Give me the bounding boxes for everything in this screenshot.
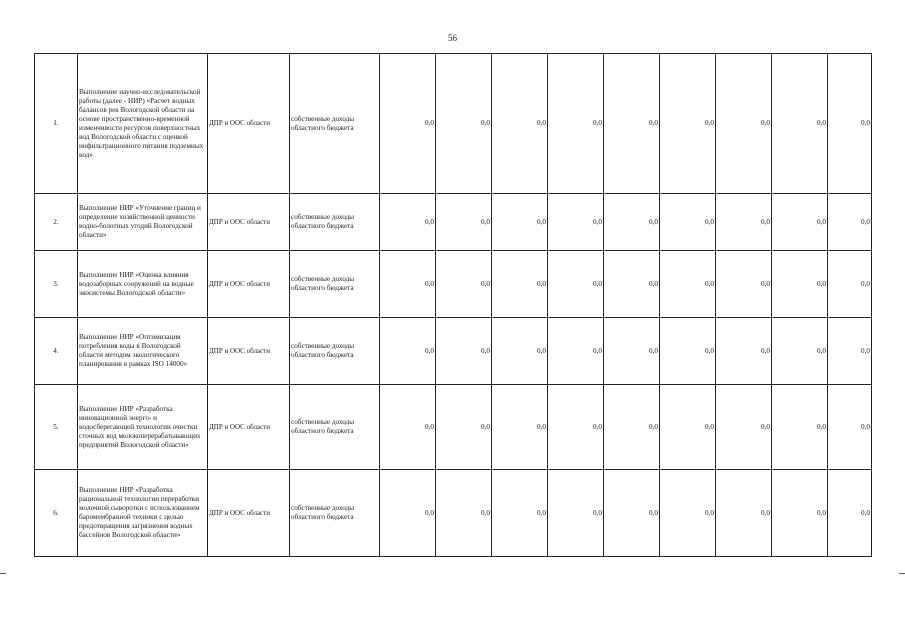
row-value: 0,0 [716,251,772,318]
row-value: 0,0 [380,318,436,385]
row-value: 0,0 [436,194,492,251]
row-executor: ДПР и ООС области [208,194,290,251]
row-value: 0,0 [604,470,660,557]
row-number: 4. [35,318,78,385]
row-value: 0,0 [772,318,828,385]
row-value: 0,0 [492,251,548,318]
row-value: 0,0 [660,470,716,557]
row-value: 0,0 [436,318,492,385]
row-value: 0,0 [380,470,436,557]
row-value: 0,0 [492,194,548,251]
row-value: 0,0 [604,54,660,194]
row-value: 0,0 [772,470,828,557]
row-description: Выполнение НИР «Оптимизация потребления воды в Вологодской области методом экологического планирования в рамках ISO 14000» [78,318,208,385]
row-value: 0,0 [492,318,548,385]
row-value: 0,0 [716,470,772,557]
row-value: 0,0 [492,54,548,194]
page-number: 56 [448,33,457,43]
row-value: 0,0 [436,385,492,470]
row-value: 0,0 [380,251,436,318]
table-row [35,194,872,251]
row-number: 2. [35,194,78,251]
row-value: 0,0 [828,54,872,194]
table-row [35,251,872,318]
table-row [35,470,872,557]
row-value: 0,0 [716,385,772,470]
row-value: 0,0 [660,251,716,318]
row-value: 0,0 [436,251,492,318]
row-value: 0,0 [492,470,548,557]
row-value: 0,0 [828,470,872,557]
row-executor: ДПР и ООС области [208,470,290,557]
row-value: 0,0 [660,54,716,194]
row-value: 0,0 [604,194,660,251]
row-executor: ДПР и ООС области [208,251,290,318]
row-value: 0,0 [604,251,660,318]
row-value: 0,0 [660,385,716,470]
row-value: 0,0 [436,54,492,194]
table-row [35,385,872,470]
row-value: 0,0 [828,251,872,318]
row-value: 0,0 [716,194,772,251]
row-funding-source: собственные доходы областного бюджета [290,251,380,318]
row-executor: ДПР и ООС области [208,385,290,470]
row-value: 0,0 [660,194,716,251]
row-value: 0,0 [548,318,604,385]
row-value: 0,0 [548,251,604,318]
table-row [35,318,872,385]
row-description: Выполнение НИР «Уточнение границ и определение хозяйственной ценности водно-болотных угодий Вологодской области» [78,194,208,251]
row-value: 0,0 [604,385,660,470]
row-number: 3. [35,251,78,318]
row-funding-source: собственные доходы областного бюджета [290,54,380,194]
row-value: 0,0 [548,54,604,194]
row-description: Выполнение НИР «Разработка инновационной энерго- и водосберегающей технологии очистки сточных вод молокоперерабатывающих предприятий Вологодской области» [78,385,208,470]
row-funding-source: собственные доходы областного бюджета [290,470,380,557]
row-funding-source: собственные доходы областного бюджета [290,385,380,470]
row-description: Выполнение научно-исследовательской работы (далее - НИР) «Расчет водных балансов рек Вологодской области на основе пространственно-временной изменчивости ресурсов поверхностных вод Вологодской области с оценкой инфильтрационного питания подземных вод» [78,54,208,194]
row-value: 0,0 [828,194,872,251]
row-funding-source: собственные доходы областного бюджета [290,318,380,385]
row-number: 6. [35,470,78,557]
row-value: 0,0 [436,470,492,557]
row-description: Выполнение НИР «Оценка влияния водозаборных сооружений на водные экосистемы Вологодской области» [78,251,208,318]
budget-table [34,53,872,557]
row-description: Выполнение НИР «Разработка рациональной технологии переработки молочной сыворотки с использованием баромембранной техники с целью предотвращения загрязнения водных бассейнов Вологодской области» [78,470,208,557]
row-funding-source: собственные доходы областного бюджета [290,194,380,251]
row-number: 5. [35,385,78,470]
row-value: 0,0 [772,54,828,194]
row-executor: ДПР и ООС области [208,54,290,194]
row-value: 0,0 [660,318,716,385]
row-value: 0,0 [380,54,436,194]
scan-edge-mark [0,573,6,574]
row-value: 0,0 [772,385,828,470]
row-value: 0,0 [828,318,872,385]
row-value: 0,0 [772,251,828,318]
row-value: 0,0 [828,385,872,470]
table-body [35,54,872,557]
row-value: 0,0 [380,385,436,470]
table-row [35,54,872,194]
row-value: 0,0 [380,194,436,251]
row-number: 1. [35,54,78,194]
row-value: 0,0 [548,385,604,470]
row-value: 0,0 [604,318,660,385]
scan-edge-mark [899,573,905,574]
row-value: 0,0 [492,385,548,470]
row-value: 0,0 [716,54,772,194]
row-value: 0,0 [548,194,604,251]
row-value: 0,0 [772,194,828,251]
row-executor: ДПР и ООС области [208,318,290,385]
row-value: 0,0 [716,318,772,385]
row-value: 0,0 [548,470,604,557]
